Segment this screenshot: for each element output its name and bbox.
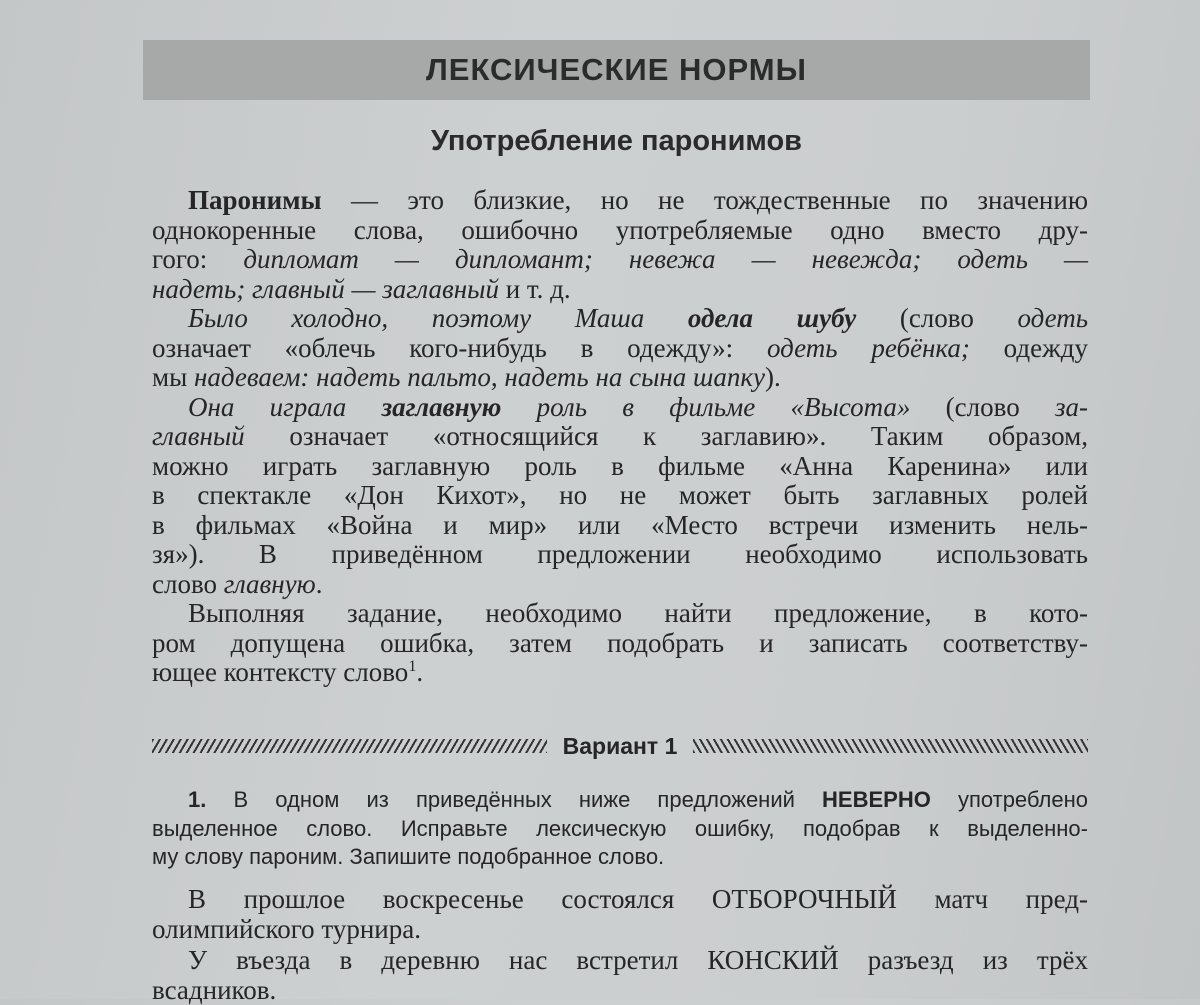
text-segment: Было холодно, поэтому Маша <box>188 303 688 333</box>
text-segment: надеваем: надеть пальто, надеть на сына шапку <box>194 362 765 392</box>
text-segment: олимпийского турнира. <box>152 914 421 944</box>
task-instructions <box>152 786 1088 872</box>
hatch-divider-left <box>152 739 547 753</box>
variant-heading <box>152 732 1088 760</box>
text-segment: заглавную <box>382 392 502 422</box>
text-segment: У въезда в деревню нас встретил КОНСКИЙ разъезд из трёх <box>188 945 1088 975</box>
text-segment: ). <box>765 362 781 392</box>
text-segment: в спектакле «Дон Кихот», но не может быть заглавных ролей <box>152 480 1088 510</box>
text-line <box>152 334 1088 364</box>
text-line <box>152 786 1088 815</box>
text-line <box>152 216 1088 246</box>
text-segment: главный <box>152 421 245 451</box>
text-segment: ющее контексту слово <box>152 657 408 687</box>
hatch-divider-right <box>693 739 1088 753</box>
text-segment: слово <box>152 569 224 599</box>
text-segment: в фильмах «Война и мир» или «Место встречи изменить нель- <box>152 510 1088 540</box>
task-sentences <box>152 885 1088 1005</box>
text-segment: одеть <box>1017 303 1088 333</box>
text-line <box>152 946 1088 976</box>
text-line <box>152 481 1088 511</box>
text-line <box>152 658 1088 688</box>
text-line <box>152 540 1088 570</box>
text-segment: одела шубу <box>688 303 856 333</box>
text-line <box>152 570 1088 600</box>
section-subtitle: Употребление паронимов <box>143 125 1090 158</box>
text-segment: му слову пароним. Запишите подобранное слово. <box>152 844 664 869</box>
text-segment: всадников. <box>152 975 276 1005</box>
text-segment: дипломат — дипломант; невежа — невежда; одеть — <box>243 244 1088 274</box>
text-line <box>152 275 1088 305</box>
text-line <box>152 815 1088 844</box>
text-line <box>152 629 1088 659</box>
theory-text <box>152 186 1088 688</box>
text-line <box>152 245 1088 275</box>
section-title: ЛЕКСИЧЕСКИЕ НОРМЫ <box>143 52 1090 88</box>
text-segment: означает «относящийся к заглавию». Таким образом, <box>245 421 1088 451</box>
text-line <box>152 393 1088 423</box>
text-line <box>152 422 1088 452</box>
text-line <box>152 511 1088 541</box>
text-segment: и т. д. <box>499 274 571 304</box>
text-line <box>152 363 1088 393</box>
text-segment: зя»). В приведённом предложении необходимо использовать <box>152 539 1088 569</box>
text-line <box>152 452 1088 482</box>
text-line <box>152 843 1088 872</box>
text-segment: роль в фильме «Высота» <box>501 392 910 422</box>
text-segment: — это близкие, но не тождественные по значению <box>322 185 1088 215</box>
text-segment: 1 <box>408 657 416 675</box>
text-segment: (слово <box>856 303 1017 333</box>
text-segment: 1. <box>188 787 206 812</box>
text-segment: однокоренные слова, ошибочно употребляемые одно вместо дру- <box>152 215 1088 245</box>
text-segment: выделенное слово. Исправьте лексическую ошибку, подобрав к выделенно- <box>152 816 1088 841</box>
text-segment: НЕВЕРНО <box>822 787 931 812</box>
variant-title: Вариант 1 <box>547 733 694 760</box>
text-segment: за- <box>1055 392 1088 422</box>
text-segment: . <box>316 569 323 599</box>
text-segment: одеть ребёнка; <box>767 333 970 363</box>
text-segment: означает «облечь кого-нибудь в одежду»: <box>152 333 767 363</box>
text-segment: Паронимы <box>188 185 322 215</box>
text-segment: Выполняя задание, необходимо найти предложение, в кото- <box>188 598 1088 628</box>
text-segment: можно играть заглавную роль в фильме «Анна Каренина» или <box>152 451 1088 481</box>
text-line <box>152 915 1088 945</box>
text-segment: В прошлое воскресенье состоялся ОТБОРОЧНЫЙ матч пред- <box>188 884 1088 914</box>
text-segment: надеть; главный — заглавный <box>152 274 499 304</box>
text-line <box>152 599 1088 629</box>
text-segment: ром допущена ошибка, затем подобрать и записать соответству- <box>152 628 1088 658</box>
text-segment: одежду <box>970 333 1088 363</box>
text-segment: Она играла <box>188 392 382 422</box>
text-line <box>152 885 1088 915</box>
text-segment: . <box>416 657 423 687</box>
text-line <box>152 976 1088 1005</box>
text-line <box>152 304 1088 334</box>
text-segment: (слово <box>910 392 1055 422</box>
text-segment: гого: <box>152 244 243 274</box>
text-segment: главную <box>224 569 316 599</box>
text-line <box>152 186 1088 216</box>
text-segment: мы <box>152 362 194 392</box>
text-segment: употреблено <box>931 787 1088 812</box>
text-segment: В одном из приведённых ниже предложений <box>206 787 822 812</box>
